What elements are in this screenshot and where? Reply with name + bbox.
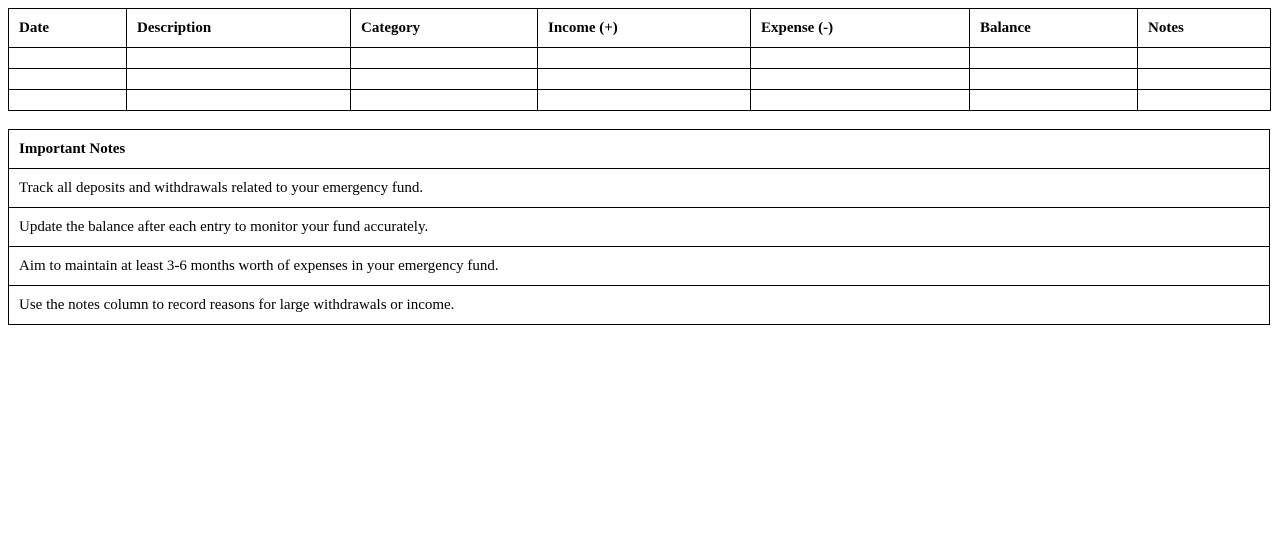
list-item bbox=[9, 286, 1270, 325]
note-text: Update the balance after each entry to monitor your fund accurately. bbox=[9, 208, 1270, 247]
category-cell[interactable] bbox=[351, 90, 538, 111]
column-header-category: Category bbox=[351, 9, 538, 48]
list-item bbox=[9, 208, 1270, 247]
list-item bbox=[9, 169, 1270, 208]
expense-cell[interactable] bbox=[751, 48, 970, 69]
important-notes-table bbox=[8, 129, 1270, 325]
date-cell[interactable] bbox=[9, 69, 127, 90]
note-text: Track all deposits and withdrawals related to your emergency fund. bbox=[9, 169, 1270, 208]
notes-header-row bbox=[9, 130, 1270, 169]
emergency-fund-ledger-table bbox=[8, 8, 1271, 111]
notes-cell[interactable] bbox=[1138, 48, 1271, 69]
note-text: Aim to maintain at least 3-6 months worth of expenses in your emergency fund. bbox=[9, 247, 1270, 286]
balance-cell[interactable] bbox=[970, 69, 1138, 90]
table-row bbox=[9, 48, 1271, 69]
column-header-description: Description bbox=[127, 9, 351, 48]
column-header-expense: Expense (-) bbox=[751, 9, 970, 48]
category-cell[interactable] bbox=[351, 48, 538, 69]
page bbox=[8, 8, 1270, 325]
column-header-balance: Balance bbox=[970, 9, 1138, 48]
balance-cell[interactable] bbox=[970, 90, 1138, 111]
column-header-notes: Notes bbox=[1138, 9, 1271, 48]
column-header-date: Date bbox=[9, 9, 127, 48]
note-text: Use the notes column to record reasons for large withdrawals or income. bbox=[9, 286, 1270, 325]
important-notes-title: Important Notes bbox=[9, 130, 1270, 169]
expense-cell[interactable] bbox=[751, 90, 970, 111]
expense-cell[interactable] bbox=[751, 69, 970, 90]
income-cell[interactable] bbox=[538, 69, 751, 90]
ledger-header-row bbox=[9, 9, 1271, 48]
date-cell[interactable] bbox=[9, 90, 127, 111]
description-cell[interactable] bbox=[127, 90, 351, 111]
notes-cell[interactable] bbox=[1138, 90, 1271, 111]
balance-cell[interactable] bbox=[970, 48, 1138, 69]
income-cell[interactable] bbox=[538, 48, 751, 69]
category-cell[interactable] bbox=[351, 69, 538, 90]
date-cell[interactable] bbox=[9, 48, 127, 69]
description-cell[interactable] bbox=[127, 69, 351, 90]
table-row bbox=[9, 90, 1271, 111]
income-cell[interactable] bbox=[538, 90, 751, 111]
description-cell[interactable] bbox=[127, 48, 351, 69]
column-header-income: Income (+) bbox=[538, 9, 751, 48]
table-row bbox=[9, 69, 1271, 90]
notes-cell[interactable] bbox=[1138, 69, 1271, 90]
list-item bbox=[9, 247, 1270, 286]
